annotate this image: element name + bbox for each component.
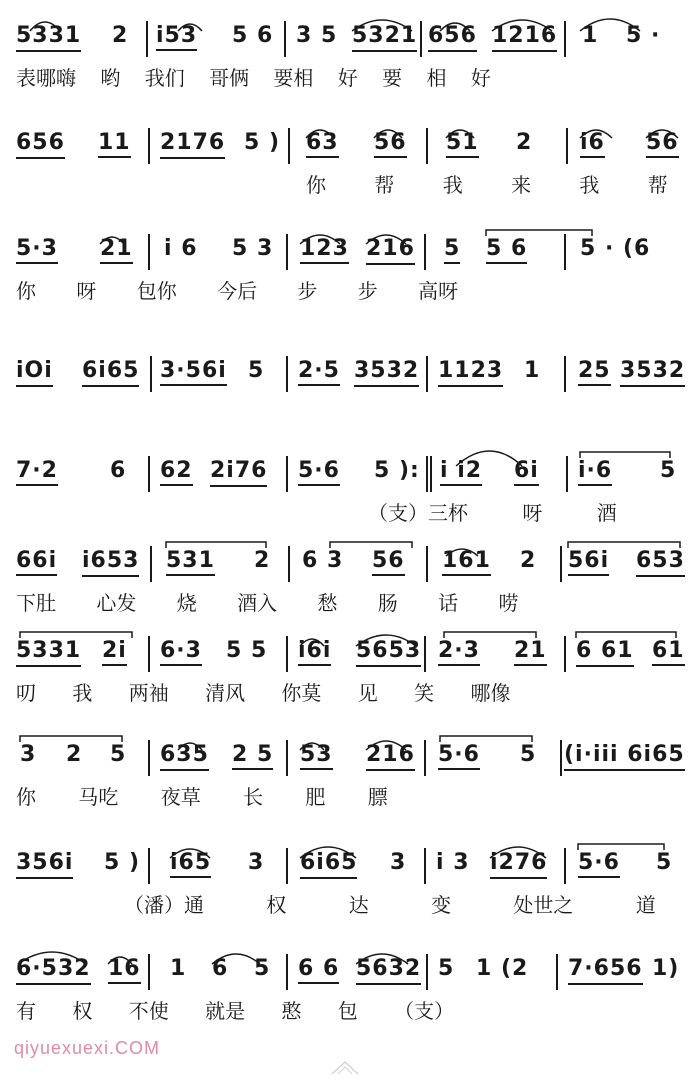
note-group: 5 5 [226,638,268,663]
note-group: 2·5 [298,358,340,386]
lyrics-line: 表哪嗨 哟 我们 哥俩 要相 好 要 相 好 [16,66,491,90]
note-group: 6i [514,458,539,486]
note-group: 2176 [160,130,225,159]
note-group: 2·3 [438,638,480,666]
note-group: 5 · [626,23,661,48]
note-group: 635 [160,742,209,771]
note-group: 6i65 [300,850,357,879]
note-group: 3 5 [296,23,338,48]
note-group: 6 61 [576,638,634,667]
note-group: 2 [112,23,129,48]
barline [286,356,288,392]
note-group: 5331 [16,638,81,667]
note-group: 1 (2 [476,956,529,981]
note-group: 11 [98,130,131,158]
note-group: 5·6 [298,458,340,486]
barline [426,456,428,492]
score-system-1 [0,5,700,95]
note-group: 6·532 [16,956,91,985]
note-group: 216 [366,742,415,771]
note-group: 656 [428,23,477,52]
barline [148,954,150,990]
barline [420,21,422,57]
note-group: 61 [652,638,685,666]
note-group: 3·56i [160,358,227,386]
note-group: 123 [300,236,349,264]
barline [150,356,152,392]
note-group: 6i65 [82,358,139,387]
note-group: 1 [524,358,541,383]
lyrics-line: （支）三杯 呀 酒 [368,501,617,525]
barline [556,954,558,990]
barline [286,636,288,672]
note-group: 6 [110,458,127,483]
note-group: 5632 [356,956,421,985]
lyrics-line: 你 呀 包你 今后 步 步 高呀 [16,279,459,303]
note-group: 161 [442,548,491,576]
note-group: 5 · (6 [580,236,651,261]
note-group: i65 [170,850,211,878]
note-group: 5 3 [232,236,274,261]
note-group: 5331 [16,23,81,52]
note-group: 356i [16,850,73,879]
note-group: i i2 [440,458,482,486]
lyrics-line: 下肚 心发 烧 酒入 愁 肠 话 唠 [16,591,519,615]
barline [286,740,288,776]
note-group: 51 [446,130,479,158]
note-group: iOi [16,358,53,387]
note-group: 7·656 [568,956,643,985]
barline [288,546,290,582]
barline [148,128,150,164]
note-group: 5 [520,742,537,767]
lyrics-line: 叨 我 两袖 清风 你莫 见 笑 哪像 [16,681,511,705]
barline [560,546,562,582]
note-group: i653 [82,548,139,577]
note-group: 3 [248,850,265,875]
barline [424,740,426,776]
note-group: 6 3 [302,548,344,573]
note-group: i6i [298,638,331,666]
note-group: 1) [652,956,680,981]
barline [148,234,150,270]
score-system-3 [0,218,700,308]
note-group: 5 6 [486,236,527,264]
note-group: 56 [372,548,405,576]
note-group: 5 6 [232,23,274,48]
note-group: 5 ): [374,458,420,483]
note-group: i 3 [436,850,470,875]
note-group: 5 [248,358,265,383]
note-group: 5 [656,850,673,875]
note-group: 5 [254,956,271,981]
note-group: 63 [306,130,339,158]
barline [148,636,150,672]
note-group: 216 [366,236,415,265]
note-group: 5653 [356,638,421,667]
barline [564,848,566,884]
note-group: 5 [444,236,460,264]
note-group: 2 [66,742,83,767]
score-system-5 [0,440,700,530]
barline [286,456,288,492]
barline [564,636,566,672]
note-group: 656 [16,130,65,159]
note-group: 2 5 [232,742,273,770]
note-group: i53 [156,23,197,51]
note-group: 1123 [438,358,503,387]
score-system-6 [0,530,700,620]
note-group: 2 [254,548,271,573]
note-group: 6 6 [298,956,339,984]
note-group: 16 [108,956,141,984]
note-group: 56 [646,130,679,158]
score-system-2 [0,112,700,202]
note-group: 5 [660,458,677,483]
note-group: i·6 [578,458,612,486]
note-group: 5·3 [16,236,58,264]
barline [430,456,432,492]
note-group: 5 ) [244,130,281,155]
note-group: 56 [374,130,407,158]
note-group: 2 [520,548,537,573]
score-system-10 [0,938,700,1028]
barline [564,21,566,57]
barline [286,848,288,884]
note-group: i 6 [164,236,198,261]
note-group: 5 [110,742,127,767]
note-group: 66i [16,548,57,576]
watermark-text: qiyuexuexi.COM [14,1038,161,1058]
barline [564,356,566,392]
barline [426,954,428,990]
note-group: 1216 [492,23,557,52]
lyrics-line: （潘）通 权 达 变 处世之 道 [124,893,656,917]
note-group: 3 [20,742,37,767]
note-group: 3532 [354,358,419,387]
note-group: 3532 [620,358,685,387]
barline [150,546,152,582]
note-group: 56i [568,548,609,576]
note-group: 653 [636,548,685,577]
note-group: (i·iii 6i65 [564,742,685,771]
lyrics-line: 你 帮 我 来 我 帮 [306,173,668,197]
barline [288,128,290,164]
note-group: 25 [578,358,611,386]
note-group: i6 [580,130,605,158]
note-group: 5·6 [438,742,480,770]
note-group: 1 [170,956,187,981]
barline [564,234,566,270]
score-system-7 [0,620,700,710]
barline [286,234,288,270]
lyrics-line: 有 权 不使 就是 憨 包 （支） [16,999,455,1023]
barline [286,954,288,990]
barline [424,848,426,884]
note-group: 5 ) [104,850,141,875]
score-system-4 [0,340,700,430]
note-group: 6 [212,956,229,981]
seal-icon [330,1058,360,1076]
note-group: 1 [582,23,599,48]
barline [426,356,428,392]
note-group: 21 [514,638,547,666]
barline [148,740,150,776]
barline [424,234,426,270]
barline [146,21,148,57]
note-group: 5321 [352,23,417,52]
note-group: i276 [490,850,547,879]
barline [284,21,286,57]
barline [426,128,428,164]
barline [148,456,150,492]
note-group: 53 [300,742,333,770]
note-group: 5·6 [578,850,620,878]
note-group: 2i [102,638,127,666]
barline [424,636,426,672]
note-group: 3 [390,850,407,875]
note-group: 531 [166,548,215,576]
barline [566,128,568,164]
lyrics-line: 你 马吃 夜草 长 肥 膘 [16,785,388,809]
note-group: 62 [160,458,193,486]
note-group: 2 [516,130,533,155]
note-group: 5 [438,956,455,981]
score-system-8 [0,724,700,814]
note-group: 21 [100,236,133,264]
barline [560,740,562,776]
barline [426,546,428,582]
note-group: 2i76 [210,458,267,487]
note-group: 6·3 [160,638,202,666]
barline [148,848,150,884]
barline [566,456,568,492]
score-system-9 [0,832,700,922]
note-group: 7·2 [16,458,58,486]
